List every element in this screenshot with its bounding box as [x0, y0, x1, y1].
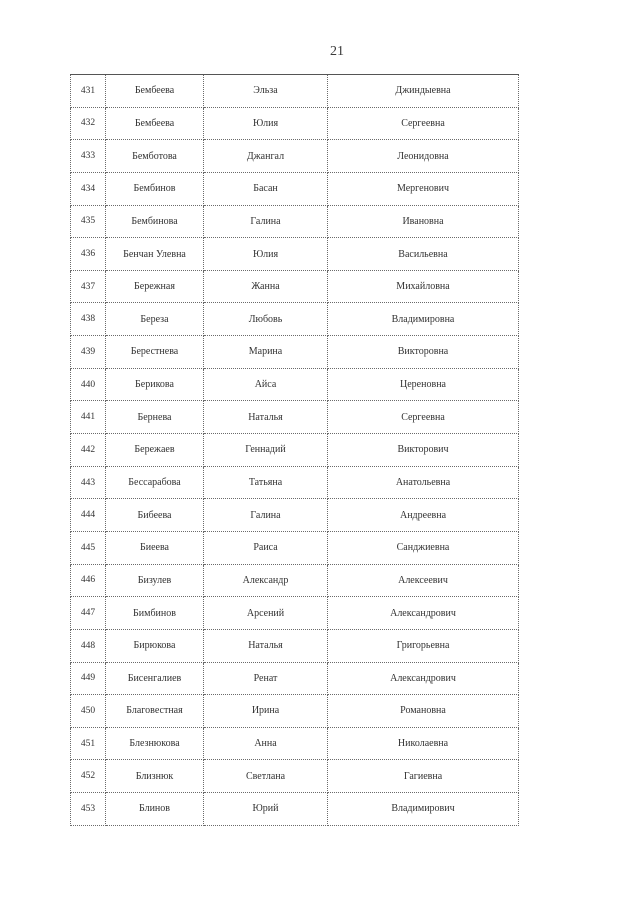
- first-name-cell: Светлана: [204, 760, 328, 793]
- table-row: [71, 140, 519, 173]
- patronymic-cell: Николаевна: [328, 727, 519, 760]
- table-row: [71, 499, 519, 532]
- table-row: [71, 793, 519, 826]
- last-name-cell: Бисенгалиев: [106, 662, 204, 695]
- row-number-cell: 453: [71, 793, 106, 826]
- row-number-cell: 448: [71, 629, 106, 662]
- last-name-cell: Биеева: [106, 531, 204, 564]
- first-name-cell: Раиса: [204, 531, 328, 564]
- first-name-cell: Александр: [204, 564, 328, 597]
- last-name-cell: Бессарабова: [106, 466, 204, 499]
- last-name-cell: Благовестная: [106, 695, 204, 728]
- row-number-cell: 433: [71, 140, 106, 173]
- first-name-cell: Наталья: [204, 401, 328, 434]
- patronymic-cell: Владимировна: [328, 303, 519, 336]
- row-number-cell: 432: [71, 107, 106, 140]
- first-name-cell: Ирина: [204, 695, 328, 728]
- first-name-cell: Галина: [204, 499, 328, 532]
- table-row: [71, 434, 519, 467]
- row-number-cell: 445: [71, 531, 106, 564]
- first-name-cell: Эльза: [204, 75, 328, 108]
- row-number-cell: 450: [71, 695, 106, 728]
- first-name-cell: Геннадий: [204, 434, 328, 467]
- table-row: [71, 270, 519, 303]
- last-name-cell: Блинов: [106, 793, 204, 826]
- first-name-cell: Юлия: [204, 107, 328, 140]
- table-row: [71, 205, 519, 238]
- patronymic-cell: Александрович: [328, 597, 519, 630]
- patronymic-cell: Цереновна: [328, 368, 519, 401]
- first-name-cell: Айса: [204, 368, 328, 401]
- row-number-cell: 435: [71, 205, 106, 238]
- row-number-cell: 451: [71, 727, 106, 760]
- patronymic-cell: Ивановна: [328, 205, 519, 238]
- first-name-cell: Любовь: [204, 303, 328, 336]
- patronymic-cell: Леонидовна: [328, 140, 519, 173]
- first-name-cell: Юлия: [204, 238, 328, 271]
- table-row: [71, 303, 519, 336]
- table-row: [71, 368, 519, 401]
- last-name-cell: Бережаев: [106, 434, 204, 467]
- patronymic-cell: Михайловна: [328, 270, 519, 303]
- last-name-cell: Бембинов: [106, 172, 204, 205]
- table-row: [71, 401, 519, 434]
- table-row: [71, 107, 519, 140]
- first-name-cell: Татьяна: [204, 466, 328, 499]
- row-number-cell: 436: [71, 238, 106, 271]
- last-name-cell: Бизулев: [106, 564, 204, 597]
- table-row: [71, 597, 519, 630]
- patronymic-cell: Сергеевна: [328, 107, 519, 140]
- table-row: [71, 75, 519, 108]
- table-row: [71, 336, 519, 369]
- last-name-cell: Бибеева: [106, 499, 204, 532]
- patronymic-cell: Романовна: [328, 695, 519, 728]
- patronymic-cell: Васильевна: [328, 238, 519, 271]
- patronymic-cell: Джиндыевна: [328, 75, 519, 108]
- patronymic-cell: Мергенович: [328, 172, 519, 205]
- table-row: [71, 727, 519, 760]
- last-name-cell: Бембинова: [106, 205, 204, 238]
- row-number-cell: 447: [71, 597, 106, 630]
- last-name-cell: Бирюкова: [106, 629, 204, 662]
- patronymic-cell: Александрович: [328, 662, 519, 695]
- first-name-cell: Жанна: [204, 270, 328, 303]
- last-name-cell: Бимбинов: [106, 597, 204, 630]
- row-number-cell: 443: [71, 466, 106, 499]
- patronymic-cell: Владимирович: [328, 793, 519, 826]
- patronymic-cell: Григорьевна: [328, 629, 519, 662]
- table-row: [71, 238, 519, 271]
- patronymic-cell: Алексеевич: [328, 564, 519, 597]
- name-list-table-container: [70, 74, 514, 826]
- row-number-cell: 449: [71, 662, 106, 695]
- table-row: [71, 466, 519, 499]
- table-row: [71, 760, 519, 793]
- last-name-cell: Бембеева: [106, 75, 204, 108]
- last-name-cell: Бемботова: [106, 140, 204, 173]
- patronymic-cell: Анатольевна: [328, 466, 519, 499]
- patronymic-cell: Викторовна: [328, 336, 519, 369]
- table-row: [71, 531, 519, 564]
- patronymic-cell: Санджиевна: [328, 531, 519, 564]
- last-name-cell: Бернева: [106, 401, 204, 434]
- row-number-cell: 444: [71, 499, 106, 532]
- last-name-cell: Берикова: [106, 368, 204, 401]
- row-number-cell: 439: [71, 336, 106, 369]
- table-row: [71, 695, 519, 728]
- first-name-cell: Анна: [204, 727, 328, 760]
- patronymic-cell: Андреевна: [328, 499, 519, 532]
- last-name-cell: Бенчан Улевна: [106, 238, 204, 271]
- last-name-cell: Бембеева: [106, 107, 204, 140]
- patronymic-cell: Гагиевна: [328, 760, 519, 793]
- row-number-cell: 434: [71, 172, 106, 205]
- first-name-cell: Наталья: [204, 629, 328, 662]
- patronymic-cell: Викторович: [328, 434, 519, 467]
- row-number-cell: 438: [71, 303, 106, 336]
- last-name-cell: Блезнюкова: [106, 727, 204, 760]
- page-number: 21: [330, 44, 344, 59]
- name-list-table: [70, 74, 519, 826]
- row-number-cell: 452: [71, 760, 106, 793]
- first-name-cell: Басан: [204, 172, 328, 205]
- last-name-cell: Близнюк: [106, 760, 204, 793]
- name-list-body: [71, 75, 519, 826]
- first-name-cell: Джангал: [204, 140, 328, 173]
- row-number-cell: 442: [71, 434, 106, 467]
- first-name-cell: Арсений: [204, 597, 328, 630]
- row-number-cell: 446: [71, 564, 106, 597]
- first-name-cell: Марина: [204, 336, 328, 369]
- table-row: [71, 662, 519, 695]
- row-number-cell: 441: [71, 401, 106, 434]
- last-name-cell: Береза: [106, 303, 204, 336]
- last-name-cell: Берестнева: [106, 336, 204, 369]
- row-number-cell: 440: [71, 368, 106, 401]
- last-name-cell: Бережная: [106, 270, 204, 303]
- row-number-cell: 431: [71, 75, 106, 108]
- first-name-cell: Галина: [204, 205, 328, 238]
- table-row: [71, 172, 519, 205]
- first-name-cell: Ренат: [204, 662, 328, 695]
- row-number-cell: 437: [71, 270, 106, 303]
- table-row: [71, 629, 519, 662]
- table-row: [71, 564, 519, 597]
- first-name-cell: Юрий: [204, 793, 328, 826]
- patronymic-cell: Сергеевна: [328, 401, 519, 434]
